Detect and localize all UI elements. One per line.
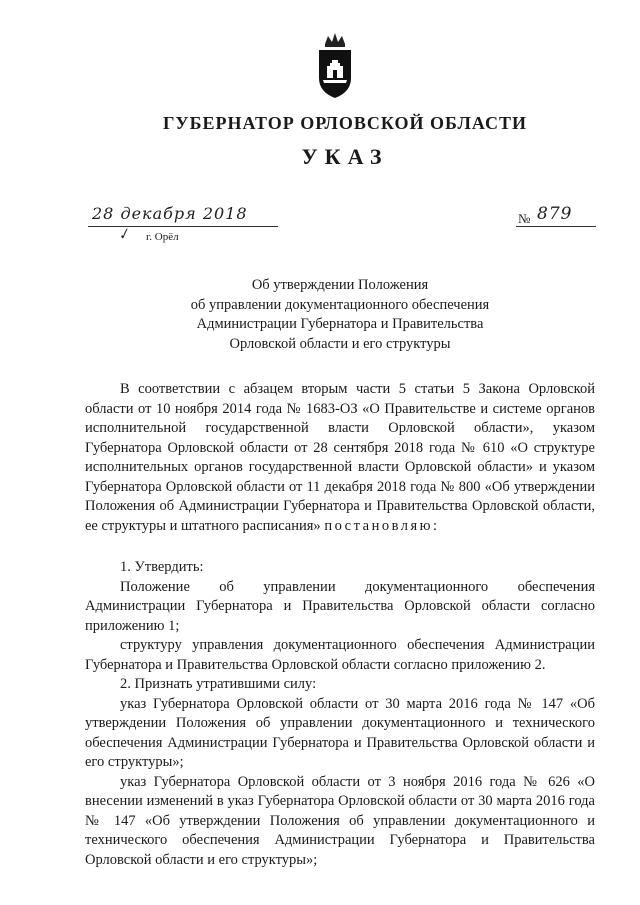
document-subject: [85, 276, 595, 354]
document-body: [85, 380, 595, 870]
date-line: [88, 226, 278, 227]
coat-of-arms-icon: [313, 30, 357, 100]
issuing-authority: ГУБЕРНАТОР ОРЛОВСКОЙ ОБЛАСТИ: [162, 113, 528, 133]
subject-line: Об утверждении Положения: [251, 277, 429, 293]
item2-a: указ Губернатора Орловской области от 30 марта 2016 года № 147 «Об утверждении Положения об управлении документационного и технического обеспечения Администрации Губернатора и Правительства Орловской области и его структуры»;: [85, 695, 595, 770]
preamble-paragraph: [85, 380, 595, 536]
item2-b: указ Губернатора Орловской области от 3 ноября 2016 года № 626 «О внесении изменений в указ Губернатора Орловской области от 30 марта 2016 года № 147 «Об утверждении Положения об управлении документационного и технического обеспечения Администрации Губернатора и Правительства Орловской области и его структуры»;: [85, 773, 595, 868]
number-line: [516, 226, 596, 227]
subject-line: Администрации Губернатора и Правительства: [196, 316, 484, 332]
checkmark-icon: ✓: [115, 225, 133, 245]
subject-line: об управлении документационного обеспечения: [190, 296, 490, 313]
item1-a: Положение об управлении документационного обеспечения Администрации Губернатора и Правительства Орловской области согласно приложению 1;: [85, 578, 595, 634]
item1-title: 1. Утвердить:: [120, 559, 204, 575]
item1-b: структуру управления документационного обеспечения Администрации Губернатора и Правительства Орловской области согласно приложению 2.: [85, 637, 595, 673]
number-handwritten: 879: [537, 204, 573, 224]
preamble-text: В соответствии с абзацем вторым части 5 статьи 5 Закона Орловской области от 10 ноября 2014 года № 1683-ОЗ «О Правительстве и системе органов исполнительной государственной власти Орловской области», указом Губернатора Орловской области от 28 сентября 2018 года № 610 «О структуре исполнительных органов государственной власти Орловской области» и указом Губернатора Орловской области от 11 декабря 2018 года № 800 «Об утверждении Положения об Администрации Губернатора и Правительства Орловской области, ее структуры и штатного расписания»: [85, 381, 595, 534]
city-label: г. Орёл: [146, 231, 179, 243]
document-type: УКАЗ: [301, 144, 389, 169]
date-handwritten: 28 декабря 2018: [92, 204, 248, 223]
item2-title: 2. Признать утратившими силу:: [120, 676, 317, 692]
number-label: №: [518, 211, 531, 226]
decree-word: постановляю:: [324, 517, 440, 534]
subject-line: Орловской области и его структуры: [229, 335, 451, 352]
